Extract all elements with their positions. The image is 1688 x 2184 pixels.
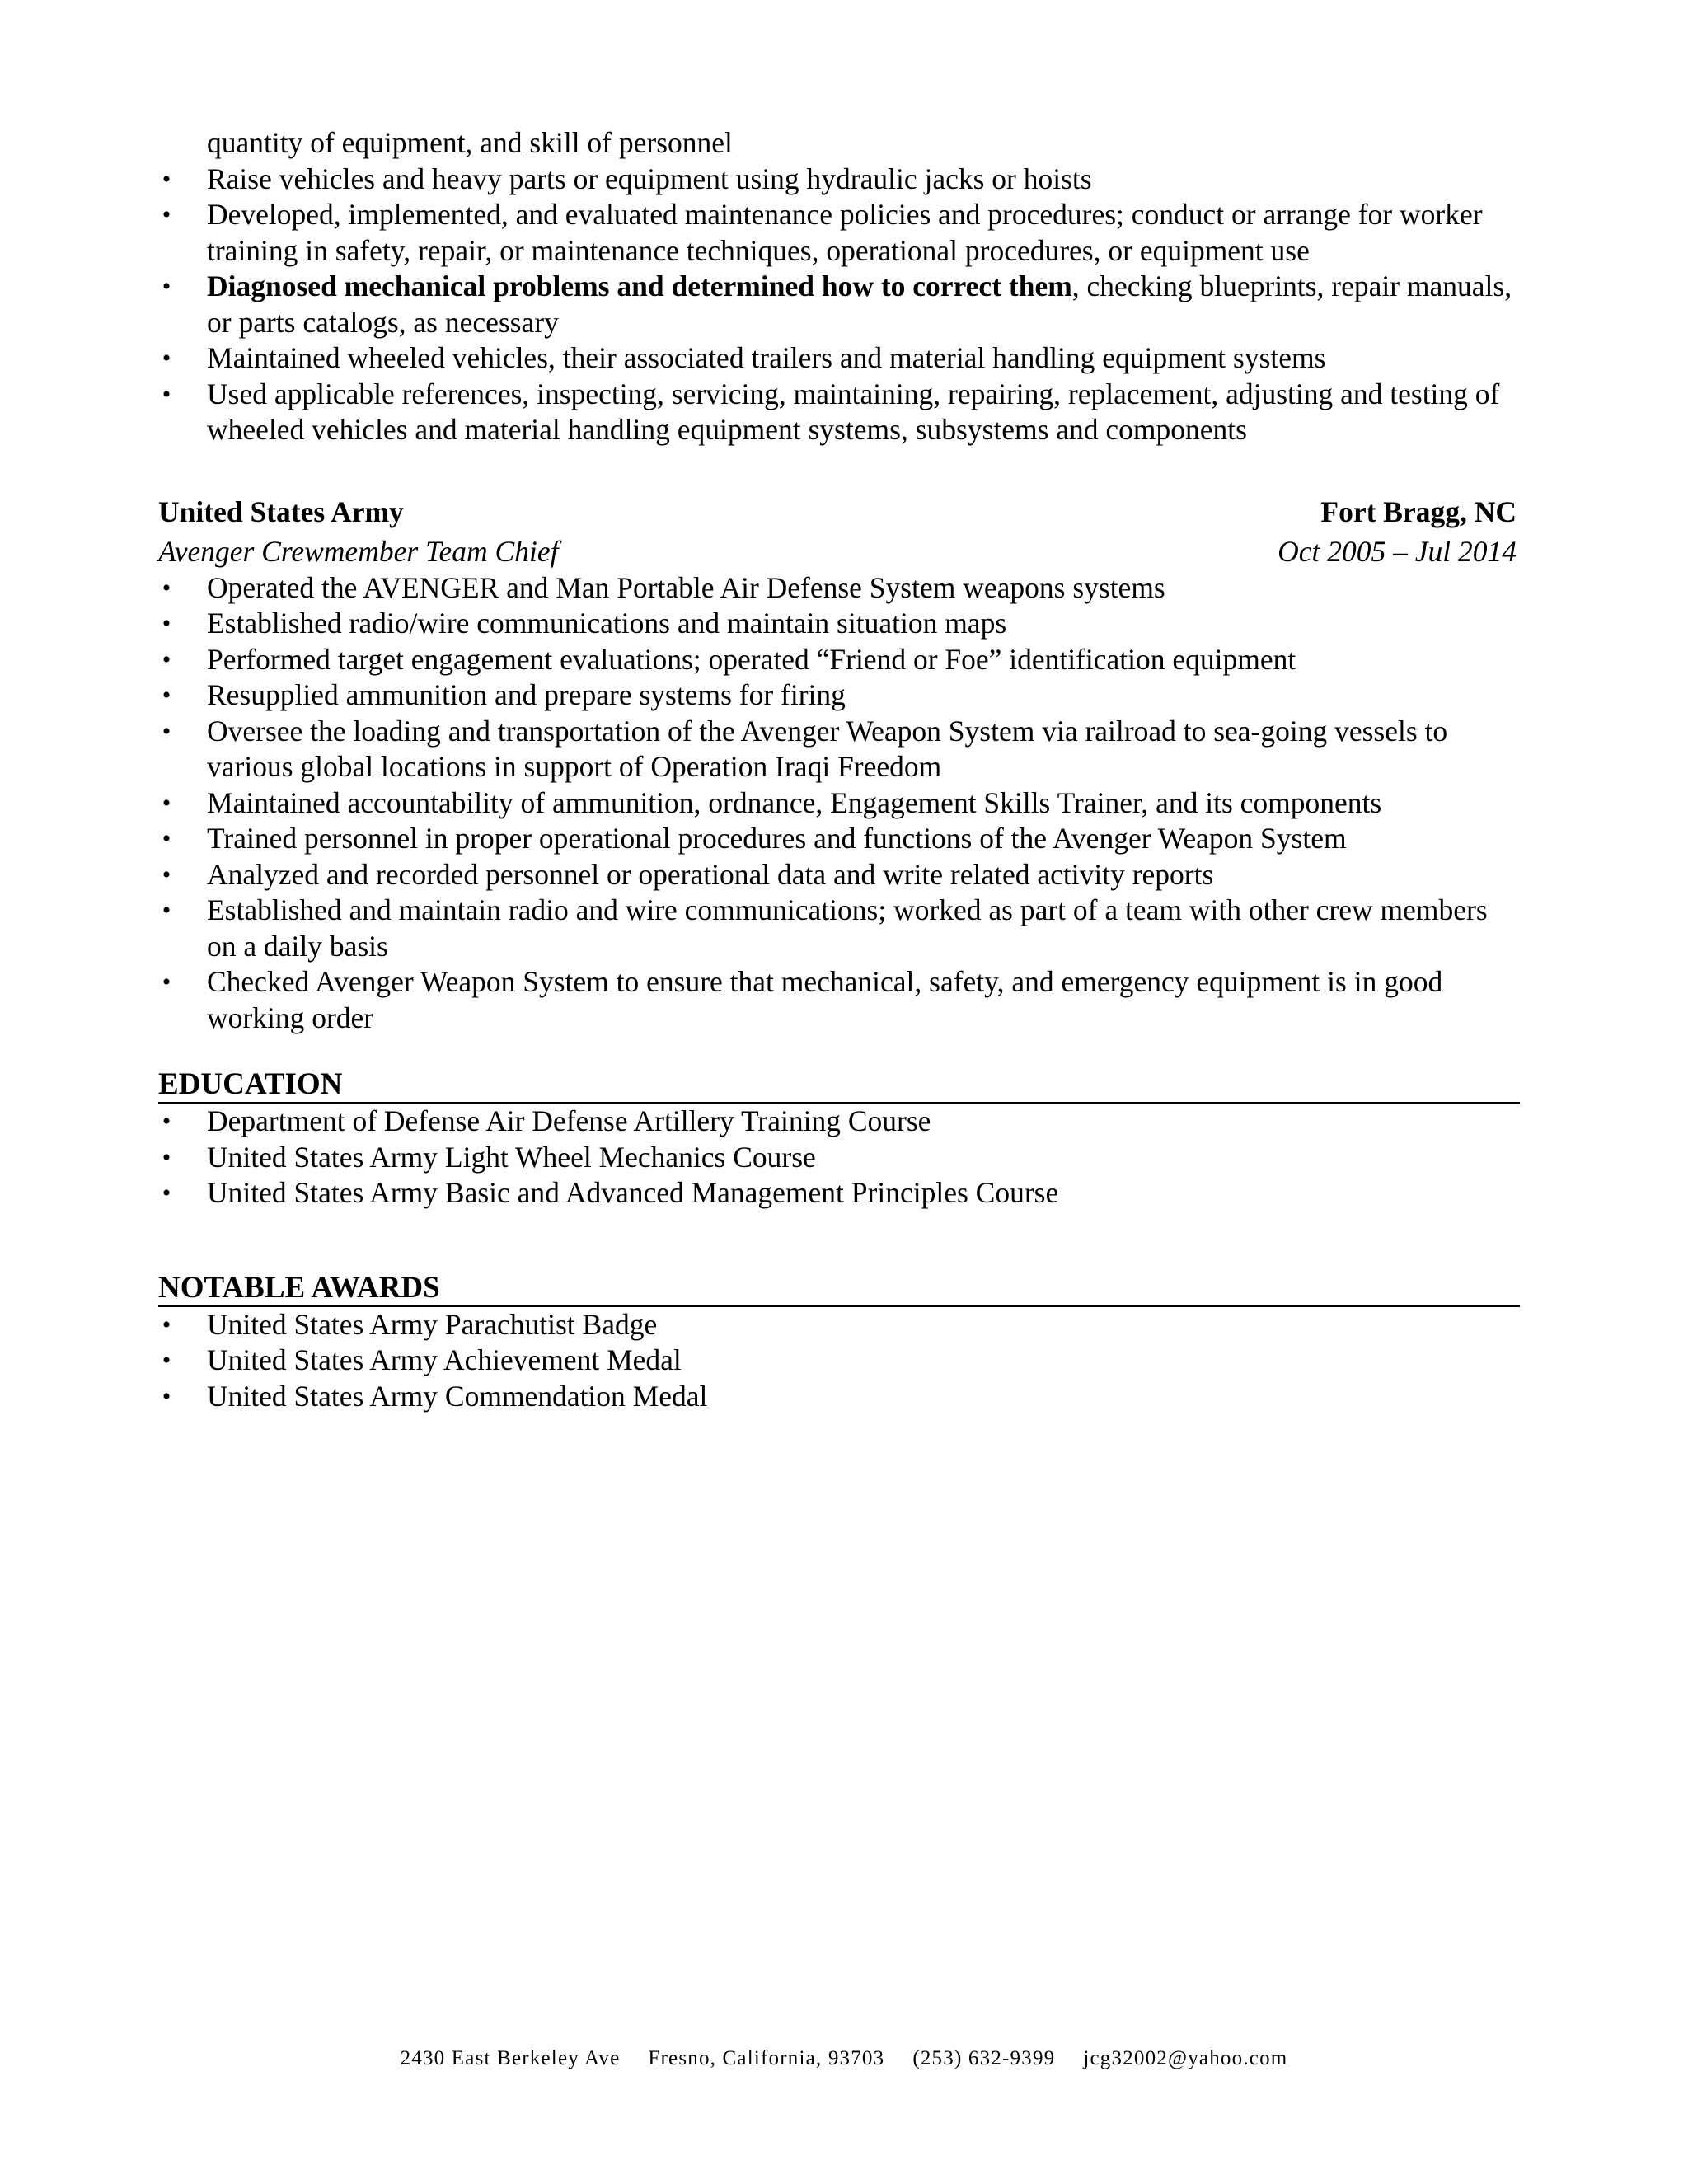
list-item-text: Established and maintain radio and wire communications; worked as part of a team with other crew members on a daily basis xyxy=(207,893,1488,963)
list-item-text: Trained personnel in proper operational procedures and functions of the Avenger Weapon System xyxy=(207,822,1347,855)
list-item xyxy=(158,1343,1517,1379)
bullet-icon: • xyxy=(162,860,171,888)
list-item xyxy=(158,570,1517,607)
job-header xyxy=(158,486,1517,531)
list-item-text: , checking blueprints, repair manuals, or parts catalogs, as necessary xyxy=(207,269,1512,339)
list-item-text: Resupplied ammunition and prepare systems for firing xyxy=(207,678,846,711)
footer-address: 2430 East Berkeley Ave xyxy=(400,2047,621,2069)
contact-footer xyxy=(0,2047,1688,2070)
list-item xyxy=(158,857,1517,893)
footer-city: Fresno, California, 93703 xyxy=(648,2047,885,2069)
bullet-icon: • xyxy=(162,273,171,300)
list-item xyxy=(158,964,1517,1036)
bullet-icon: • xyxy=(162,1347,171,1374)
bullet-icon: • xyxy=(162,201,171,228)
bullet-icon: • xyxy=(162,1143,171,1171)
bullet-icon: • xyxy=(162,1310,171,1338)
education-list xyxy=(158,1104,1517,1212)
list-item-text: United States Army Parachutist Badge xyxy=(207,1307,658,1341)
job-employer: United States Army xyxy=(158,495,404,528)
job-title: Avenger Crewmember Team Chief xyxy=(158,535,559,568)
awards-heading: NOTABLE AWARDS xyxy=(158,1271,1520,1307)
list-item-text: Used applicable references, inspecting, servicing, maintaining, repairing, replacement, adjusting and testing of wheeled vehicles and material handling equipment systems, subsystems and components xyxy=(207,377,1500,446)
list-item xyxy=(158,340,1517,377)
list-item xyxy=(158,162,1517,198)
list-item-text: Department of Defense Air Defense Artillery Training Course xyxy=(207,1104,931,1137)
list-item xyxy=(158,642,1517,678)
list-item-text: Analyzed and recorded personnel or operational data and write related activity reports xyxy=(207,857,1214,891)
job-bullet-list xyxy=(158,570,1517,1037)
list-item xyxy=(158,821,1517,857)
list-item-text: Performed target engagement evaluations; operated “Friend or Foe” identification equipment xyxy=(207,642,1296,676)
list-item-text: Developed, implemented, and evaluated maintenance policies and procedures; conduct or arrange for worker training in safety, repair, or maintenance techniques, operational procedures, or equipment use xyxy=(207,198,1483,267)
intro-bullet-list xyxy=(158,125,1517,448)
list-item xyxy=(158,785,1517,822)
footer-email: jcg32002@yahoo.com xyxy=(1083,2047,1288,2069)
list-item-text: Maintained wheeled vehicles, their associated trailers and material handling equipment systems xyxy=(207,341,1326,374)
bullet-icon: • xyxy=(162,717,171,745)
list-item-text: Established radio/wire communications and maintain situation maps xyxy=(207,607,1007,640)
list-item xyxy=(158,714,1517,785)
bullet-icon: • xyxy=(162,610,171,637)
job-location: Fort Bragg, NC xyxy=(1320,495,1517,528)
list-item xyxy=(158,677,1517,714)
list-item-text: Operated the AVENGER and Man Portable Air Defense System weapons systems xyxy=(207,570,1165,604)
list-item-text: United States Army Light Wheel Mechanics Course xyxy=(207,1140,816,1174)
job-subheader xyxy=(158,531,1517,570)
list-item xyxy=(158,1379,1517,1415)
list-item xyxy=(158,125,1517,162)
list-item-text: United States Army Basic and Advanced Management Principles Course xyxy=(207,1176,1059,1209)
list-item xyxy=(158,1175,1517,1212)
list-item-bold-text: Diagnosed mechanical problems and determined how to correct them xyxy=(207,269,1072,302)
list-item-text: quantity of equipment, and skill of personnel xyxy=(207,126,733,159)
bullet-icon: • xyxy=(162,789,171,817)
bullet-icon: • xyxy=(162,897,171,924)
bullet-icon: • xyxy=(162,968,171,996)
list-item xyxy=(158,893,1517,964)
resume-content xyxy=(158,125,1517,1414)
list-item-text: United States Army Commendation Medal xyxy=(207,1379,708,1413)
bullet-icon: • xyxy=(162,645,171,673)
education-heading: EDUCATION xyxy=(158,1067,1520,1104)
list-item-text: Raise vehicles and heavy parts or equipment using hydraulic jacks or hoists xyxy=(207,162,1092,195)
bullet-icon: • xyxy=(162,825,171,852)
list-item-text: Oversee the loading and transportation of the Avenger Weapon System via railroad to sea-going vessels to various global locations in support of Operation Iraqi Freedom xyxy=(207,714,1448,783)
list-item xyxy=(158,269,1517,340)
bullet-icon: • xyxy=(162,165,171,193)
bullet-icon: • xyxy=(162,1382,171,1410)
list-item xyxy=(158,377,1517,448)
list-item-text: United States Army Achievement Medal xyxy=(207,1343,682,1376)
bullet-icon: • xyxy=(162,1108,171,1135)
list-item-text: Maintained accountability of ammunition, ordnance, Engagement Skills Trainer, and its components xyxy=(207,785,1382,819)
footer-phone: (253) 632-9399 xyxy=(912,2047,1056,2069)
list-item xyxy=(158,606,1517,642)
bullet-icon: • xyxy=(162,1179,171,1207)
awards-list xyxy=(158,1307,1517,1415)
list-item xyxy=(158,1307,1517,1343)
list-item xyxy=(158,1140,1517,1176)
list-item-text: Checked Avenger Weapon System to ensure that mechanical, safety, and emergency equipment is in good working order xyxy=(207,965,1443,1034)
list-item xyxy=(158,197,1517,269)
bullet-icon: • xyxy=(162,682,171,709)
job-dates: Oct 2005 – Jul 2014 xyxy=(1278,535,1517,568)
list-item xyxy=(158,1104,1517,1140)
bullet-icon: • xyxy=(162,574,171,602)
bullet-icon: • xyxy=(162,380,171,408)
bullet-icon: • xyxy=(162,344,171,372)
